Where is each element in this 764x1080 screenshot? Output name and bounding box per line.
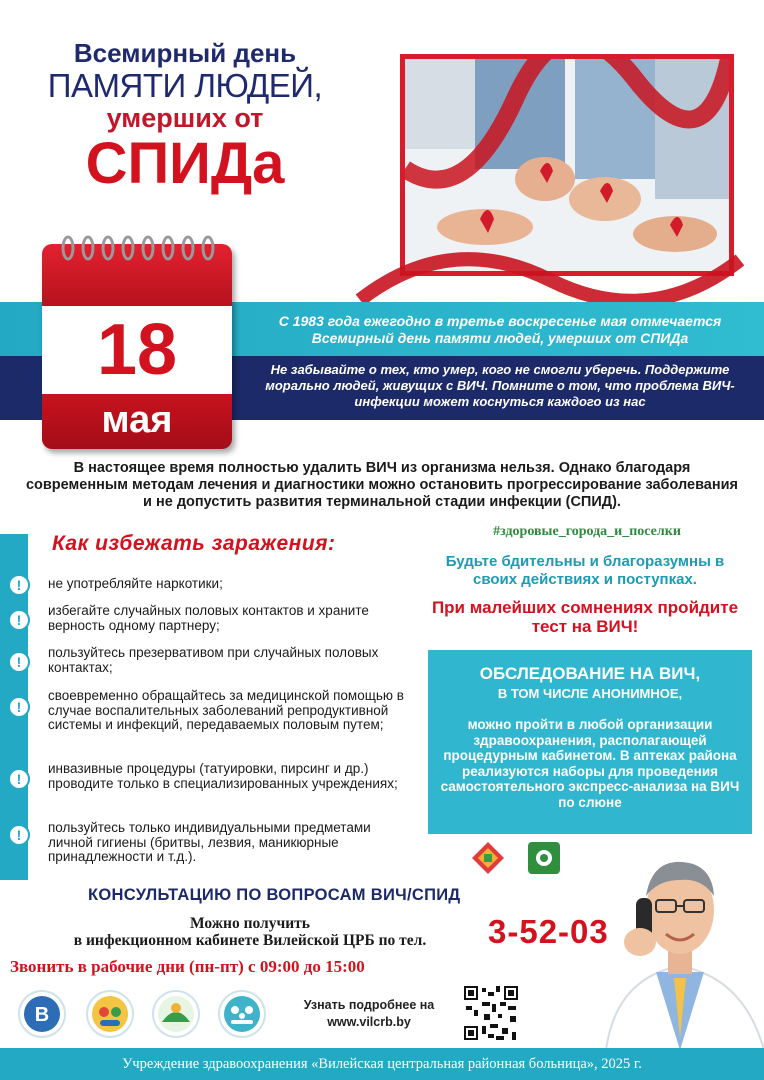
band-text-1: С 1983 года ежегодно в третье воскресенье мая отмечается Всемирный день памяти людей, умерших от СПИДа — [278, 313, 722, 346]
band-text-2: Не забывайте о тех, кто умер, кого не смогли уберечь. Поддержите морально людей, живущих с ВИЧ. Помните о том, что проблема ВИЧ-инфекции может коснуться каждого из нас — [265, 362, 735, 409]
vigilance-text: Будьте бдительны и благоразумны в своих действиях и поступках. — [445, 553, 725, 588]
partner-logos — [470, 840, 570, 876]
healthy-lifestyle-logo-icon — [86, 990, 134, 1038]
consult-heading: КОНСУЛЬТАЦИЮ ПО ВОПРОСАМ ВИЧ/СПИД — [88, 886, 461, 904]
testing-subheading: В ТОМ ЧИСЛЕ АНОНИМНОЕ, — [497, 686, 683, 701]
prevention-item: своевременно обращайтесь за медицинской помощью в случае воспалительных заболеваний репродуктивной системы и инфекций, передаваемых половым путем; — [48, 688, 404, 732]
qr-code-icon[interactable] — [462, 984, 520, 1042]
testing-info-box — [428, 650, 752, 834]
exclamation-icon: ! — [8, 574, 30, 596]
intro-paragraph: В настоящее время полностью удалить ВИЧ из организма нельзя. Однако благодаря современным методам лечения и диагностики можно остановить прогрессирование заболевания и не допустить развития терминальной стадии инфекции (СПИД). — [25, 460, 739, 510]
calendar-day: 18 — [96, 310, 178, 390]
calendar-footer — [42, 394, 232, 449]
hospital-logo-icon — [18, 990, 66, 1038]
calendar-page — [42, 244, 232, 449]
title-line-3: умерших от — [106, 103, 264, 133]
prevention-title: Как избежать заражения: — [52, 532, 336, 555]
footer: Учреждение здравоохранения «Вилейская центральная районная больница», 2025 г. — [0, 1048, 764, 1080]
consult-where-line-2: в инфекционном кабинете Вилейской ЦРБ по тел. — [73, 932, 427, 949]
calendar-body — [42, 306, 232, 394]
call-hours: Звонить в рабочие дни (пн-пт) с 09:00 до 15:00 — [10, 957, 365, 976]
title-line-1: Всемирный день — [73, 38, 297, 68]
exclamation-icon: ! — [8, 696, 30, 718]
doctor-on-phone-image — [596, 838, 764, 1050]
exclamation-icon: ! — [8, 824, 30, 846]
ornament-logo-icon — [472, 842, 504, 874]
learn-more — [285, 997, 453, 1031]
calendar-rings-icon — [58, 234, 228, 264]
healthy-city-logo-icon — [528, 842, 560, 874]
calendar-month: мая — [101, 399, 173, 441]
website-link[interactable]: www.vilcrb.by — [327, 1015, 411, 1029]
testing-heading: ОБСЛЕДОВАНИЕ НА ВИЧ, — [479, 664, 701, 683]
prevention-item: не употребляйте наркотики; — [48, 576, 223, 591]
healthy-agrotown-logo-icon — [152, 990, 200, 1038]
family-logo-icon — [218, 990, 266, 1038]
svg-text:В: В — [34, 1004, 50, 1026]
exclamation-icon: ! — [8, 768, 30, 790]
title-line-2: ПАМЯТИ ЛЮДЕЙ, — [47, 67, 323, 104]
hashtag: #здоровые_города_и_поселки — [493, 524, 681, 539]
title-line-4: СПИДа — [85, 131, 285, 196]
learn-more-text: Узнать подробнее на — [303, 998, 435, 1012]
exclamation-icon: ! — [8, 609, 30, 631]
exclamation-icon: ! — [8, 651, 30, 673]
ribbon-decoration — [330, 190, 750, 310]
prevention-item: инвазивные процедуры (татуировки, пирсинг и др.) проводите только в специализированных учреждениях; — [48, 761, 398, 791]
testing-body: можно пройти в любой организации здравоохранения, располагающей процедурным кабинетом. В аптеках района реализуются наборы для проведения самостоятельного экспресс-анализа на ВИЧ по слюне — [440, 717, 740, 810]
prevention-item: пользуйтесь только индивидуальными предметами личной гигиены (бритвы, лезвия, маникюрные принадлежности и т.д.). — [48, 820, 371, 864]
poster-title — [20, 38, 350, 197]
consult-where — [20, 915, 480, 949]
consult-where-line-1: Можно получить — [190, 915, 310, 932]
phone-number[interactable]: 3-52-03 — [488, 913, 609, 950]
test-call-text: При малейших сомнениях пройдите тест на ВИЧ! — [431, 598, 739, 636]
prevention-item: избегайте случайных половых контактов и храните верность одному партнеру; — [48, 603, 369, 633]
prevention-item: пользуйтесь презервативом при случайных половых контактах; — [48, 645, 379, 675]
